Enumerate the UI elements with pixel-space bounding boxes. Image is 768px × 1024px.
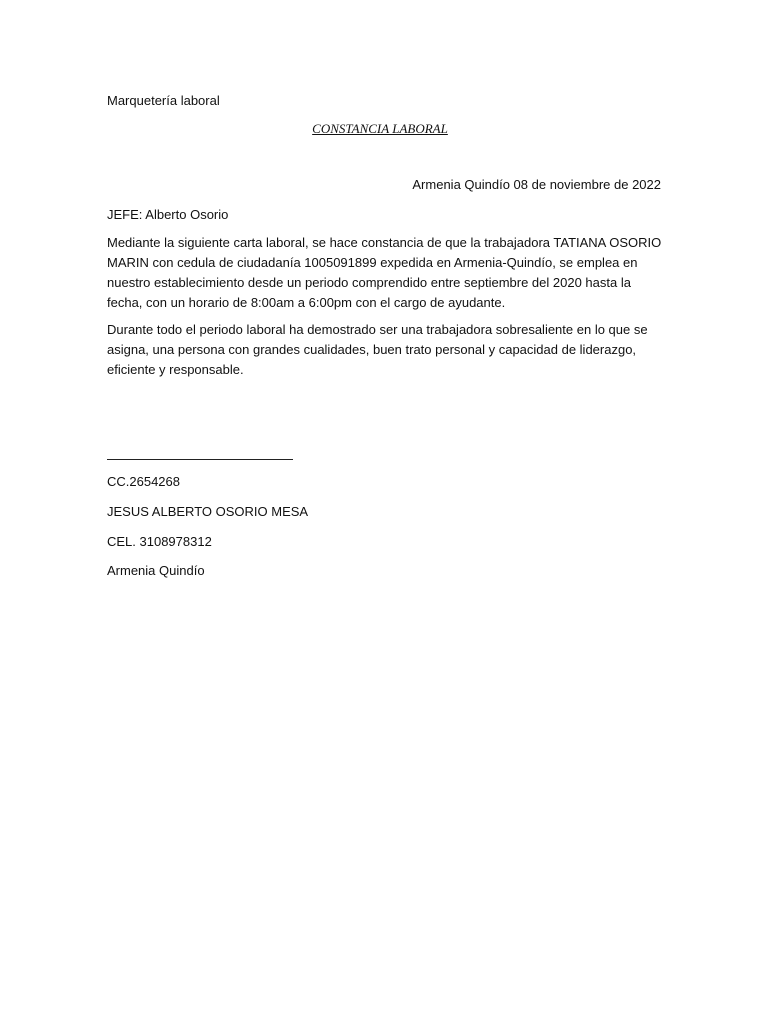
paragraph-employment: Mediante la siguiente carta laboral, se hace constancia de que la trabajadora TATIANA OSORIO MARIN con cedula de ciudadanía 1005091899 expedida en Armenia-Quindío, se emplea en nuestro establecimiento desde un periodo comprendido entre septiembre del 2020 hasta la fecha, con un horario de 8:00am a 6:00pm con el cargo de ayudante. bbox=[107, 235, 662, 310]
paragraph-performance: Durante todo el periodo laboral ha demostrado ser una trabajadora sobresaliente en lo que se asigna, una persona con grandes cualidades, buen trato personal y capacidad de liderazgo, eficiente y responsable. bbox=[107, 322, 648, 377]
document-title: CONSTANCIA LABORAL bbox=[312, 121, 448, 136]
company-name: Marquetería laboral bbox=[107, 93, 220, 108]
signer-phone: CEL. 3108978312 bbox=[107, 534, 212, 549]
boss-line: JEFE: Alberto Osorio bbox=[107, 207, 229, 222]
signer-name: JESUS ALBERTO OSORIO MESA bbox=[107, 504, 309, 519]
signer-id: CC.2654268 bbox=[107, 474, 180, 489]
signature-line bbox=[107, 459, 293, 460]
signer-city: Armenia Quindío bbox=[107, 563, 205, 578]
date-line: Armenia Quindío 08 de noviembre de 2022 bbox=[412, 177, 661, 192]
